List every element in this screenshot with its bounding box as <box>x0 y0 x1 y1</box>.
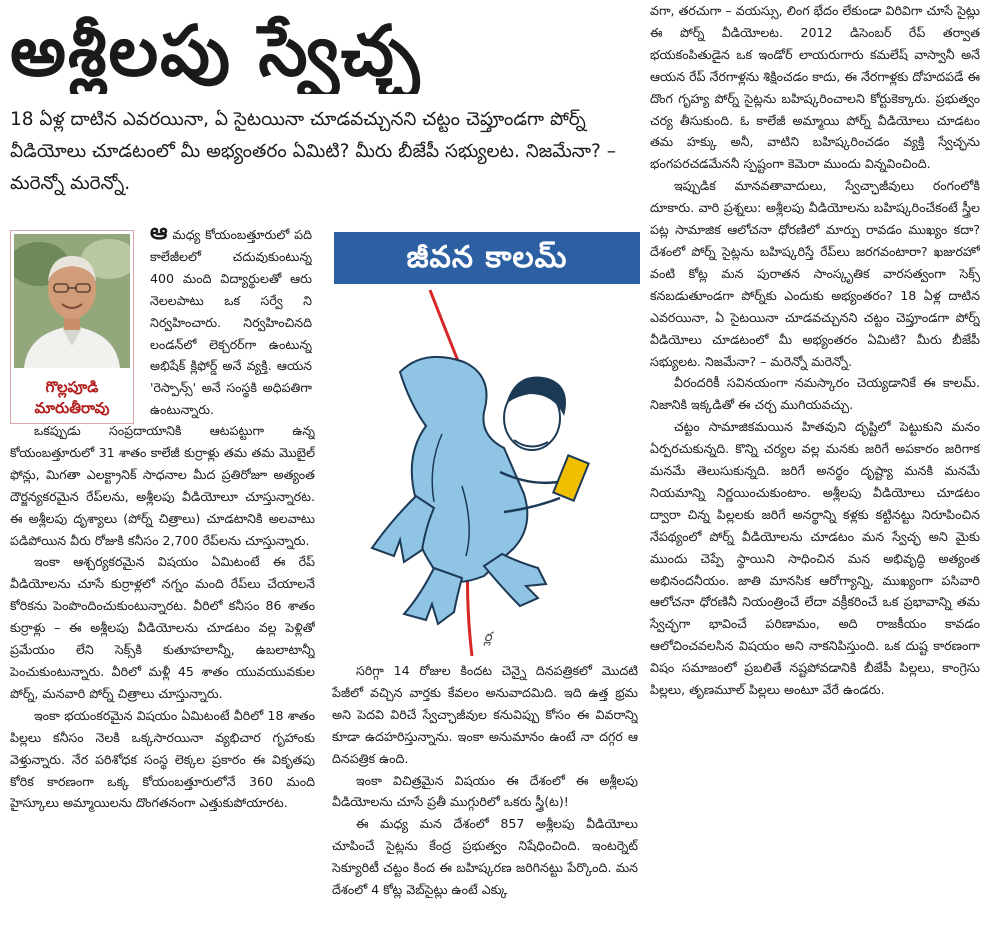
author-name-line-1: గొల్లపూడి <box>45 378 99 396</box>
column-1-top <box>150 222 312 420</box>
cartoon-drawing <box>334 286 640 658</box>
column-2 <box>332 660 638 936</box>
paragraph: వగా, తరచుగా – వయస్సు, లింగ భేదం లేకుండా విరివిగా చూసే సైట్లు ఈ పోర్న్ వీడియోలట. 2012 డిసెంబర్ రేప్ తర్వాత భయకంపితుడైన ఒక ఇండోర్ లాయరుగారు కమలేష్ వాస్వానీ అనే ఆయన రేప్ నేరగాళ్లను శిక్షించడం కాదు, ఈ నేరగాళ్లకు దోహదపడే ఈ దొంగ గృహ్య పోర్న్ సైట్లను బహిష్కరించాలని కోర్టుకెక్కారు. ప్రభుత్వం చర్య తీసుకుంది. ఓ కాలేజీ అమ్మాయి పోర్న్ వీడియోలు చూడటం తమ హక్కు అనీ, వాటిని బహిష్కరించడం వ్యక్తి స్వేచ్ఛను భంగపరచడమేననీ స్పష్టంగా కెమెరా ముందు విన్నవించింది. <box>650 3 980 172</box>
intro-standfirst: 18 ఏళ్ల దాటిన ఎవరయినా, ఏ సైటయినా చూడవచ్చునని చట్టం చెప్తూండగా పోర్న్ వీడియోలు చూడటంలో మీ అభ్యంతరం ఏమిటి? మీరు బీజేపీ సభ్యులట. నిజమేనా? – మరెన్నో మరెన్నో. <box>10 109 616 194</box>
dropcap: ఆ <box>150 222 168 245</box>
paragraph: ఒకప్పుడు సంప్రదాయానికి ఆటపట్టుగా ఉన్న కోయంబత్తూరులో 31 శాతం కాలేజీ కుర్రాళ్లు తమ తమ మొబైల్ ఫోన్లు, మిగతా ఎలక్ట్రానిక్ సాధనాల మీద ప్రతిరోజూ అత్యంత దౌర్జన్యకరమైన రేప్‌లను, అశ్లీలపు వీడియోలూ చూస్తున్నారట. ఈ అశ్లీలపు దృశ్యాలు (పోర్న్ చిత్రాలు) చూడటానికి అలవాటు పడిపోయిన వీరు రోజుకి కనీసం 2,700 రేప్‌లను చూస్తున్నారు. <box>10 423 315 548</box>
column-3 <box>650 0 980 938</box>
author-photo <box>14 234 130 368</box>
cartoon-illustration <box>334 286 640 658</box>
paragraph: వీరందరికీ సవినయంగా నమస్కారం చెయ్యడానికే ఈ కాలమ్. నిజానికి ఇక్కడితో ఈ చర్చ ముగియవచ్చు. <box>650 375 980 413</box>
author-name-line-2: మారుతీరావు <box>34 399 110 417</box>
paragraph: చట్టం సామాజికమయిన హితవుని దృష్టిలో పెట్టుకుని మనం ఏర్పరచుకున్నది. కొన్ని చర్యల వల్ల మనకు జరిగే అపకారం జరిగాక మనమే తెలుసుకున్నది. జరిగే అనర్థం దృష్ట్యా మనకి మనమే నియమాన్ని నిర్ణయించుకుంటాం. అశ్లీలపు వీడియోలు చూడటం ద్వారా చిన్న పిల్లలకు జరిగే అనర్థాన్ని కళ్లకు కట్టినట్టు నిరూపించిన నేపథ్యంలో పోర్న్ వీడియోలను చూడటం మన స్వేచ్ఛ అని మైకు ముందు చెప్పే స్థాయిని సాధించిన మన అభివృద్ధి అత్యంత అభినందనీయం. జాతి మానసిక ఆరోగ్యాన్ని, ముఖ్యంగా పసివారి ఆలోచనా ధోరణినీ నియంత్రించే లేదా వక్రీకరించే ఒక ప్రభావాన్ని తమ స్వేచ్ఛగా భావించే పరిణామం, అది రాజకీయం కావడం ఆలోచించవలసిన విషయం అని నాకనిపిస్తుంది. ఒక దుష్ట కారణంగా విషం సమాజంలో ప్రబలితే నష్టపోవడానికి బీజేపీ పిల్లలు, కాంగ్రెసు పిల్లలు, తృణమూల్ పిల్లలు అంటూ వేరే ఉండరు. <box>650 419 980 698</box>
headline: అశ్లీలపు స్వేచ్ఛ <box>10 10 422 92</box>
author-name <box>11 377 133 419</box>
column-1-bottom <box>10 420 315 936</box>
cartoonist-signature: ర్ల <box>484 630 492 645</box>
paragraph: ఇంకా విచిత్రమైన విషయం ఈ దేశంలో ఈ అశ్లీలపు వీడియోలను చూసే ప్రతీ ముగ్గురిలో ఒకరు స్త్రీ(ట)! <box>332 772 638 810</box>
paragraph: ఈ మధ్య మన దేశంలో 857 అశ్లీలపు వీడియోలు చూపించే సైట్లను కేంద్ర ప్రభుత్వం నిషేధించింది. ఇంటర్నెట్ సెక్యూరిటీ చట్టం కింద ఈ బహిష్కరణ జరిగినట్టు పేర్కొంది. మన దేశంలో 4 కోట్ల వెబ్‌సైట్లు ఉంటే ఎక్కు <box>332 816 638 898</box>
author-portrait-image <box>14 234 130 368</box>
paragraph: ఇప్పుడిక మానవతావాదులు, స్వేచ్ఛాజీవులు రంగంలోకి దూకారు. వారి ప్రశ్నలు: అశ్లీలపు వీడియోలను బహిష్కరించేకంటే స్త్రీల పట్ల సామాజిక ఆలోచనా ధోరణిలో మార్పు రావడం ముఖ్యం కదా? దేశంలో పోర్న్ సైట్లను బహిష్కరిస్తే రేప్‌లు జరగవంటారా? ఖజురహో వంటి కోట్ల మన పురాతన సాంస్కృతిక వారసత్వంగా సెక్స్ కనబడుతూండగా పోర్న్‌కు ఎందుకు అభ్యంతరం? 18 ఏళ్ల దాటిన ఎవరయినా, ఏ సైటయినా చూడవచ్చునని చట్టం చెప్తూండగా పోర్న్ వీడియోలు చూడటంలో మీ అభ్యంతరం ఏమిటి? మీరు బీజేపీ సభ్యులట. నిజమేనా? – మరెన్నో మరెన్నో. <box>650 178 980 369</box>
paragraph-text: మధ్య కోయంబత్తూరులో పది కాలేజీలలో చదువుకుంటున్న 400 మంది విద్యార్థులతో ఆరు నెలలపాటు ఒక సర్వే ని నిర్వహించారు. నిర్వహించినది లండన్‌లో లెక్చరర్‌గా ఉంటున్న అభిషేక్ క్లిఫోర్డ్ అనే వ్యక్తి. ఆయన 'రెస్పాన్స్' అనే సంస్థకి అధిపతిగా ఉంటున్నారు. <box>150 227 312 418</box>
paragraph: ఇంకా భయంకరమైన విషయం ఏమిటంటే వీరిలో 18 శాతం పిల్లలు కనీసం నెలకి ఒక్కసారయినా వ్యభిచార గృహాంకు వెళ్తున్నారు. నేర పరిశోధక సంస్థ లెక్కల ప్రకారం ఈ వికృతపు కోరిక కారణంగా ఒక్క కోయంబత్తూరులోనే 360 మంది హైస్కూలు అమ్మాయిలను దొంగతనంగా ఎత్తుకుపోయారట. <box>10 707 315 811</box>
paragraph <box>150 222 312 420</box>
column-title-banner: జీవన కాలమ్ <box>334 232 640 284</box>
author-box <box>10 230 134 424</box>
paragraph: సరిగ్గా 14 రోజుల కిందట చెన్నై దినపత్రికలో మొదటి పేజీలో వచ్చిన వార్తకు కేవలం అనువాదమిది. ఇది ఉత్త భ్రమ అని పెదవి విరిచే స్వేచ్ఛాజీవుల కనువిప్పు కోసం ఈ వివరాన్ని కూడా ఉదహరిస్తున్నాను. ఇంకా అనుమానం ఉంటే నా దగ్గర ఆ దినపత్రిక ఉంది. <box>332 663 638 766</box>
paragraph: ఇంకా ఆశ్చర్యకరమైన విషయం ఏమిటంటే ఈ రేప్ వీడియోలను చూసే కుర్రాళ్లలో నగ్నం మంది రేప్‌లు చేయాలనే కోరికను పెంపొందించుకుంటున్నారట. వీరిలో కనీసం 86 శాతం కుర్రాళ్లు – ఈ అశ్లీలపు వీడియోలను చూడటం వల్ల పెళ్లితో ప్రమేయం లేని సెక్స్‌కి కుతూహలాన్నీ, ఉబలాటాన్నీ పెంచుకుంటున్నారు. వీరిలో మళ్లీ 45 శాతం యువయువకుల పోర్న్, మనవారి పోర్న్ చిత్రాలు చూస్తున్నారు. <box>10 554 315 701</box>
